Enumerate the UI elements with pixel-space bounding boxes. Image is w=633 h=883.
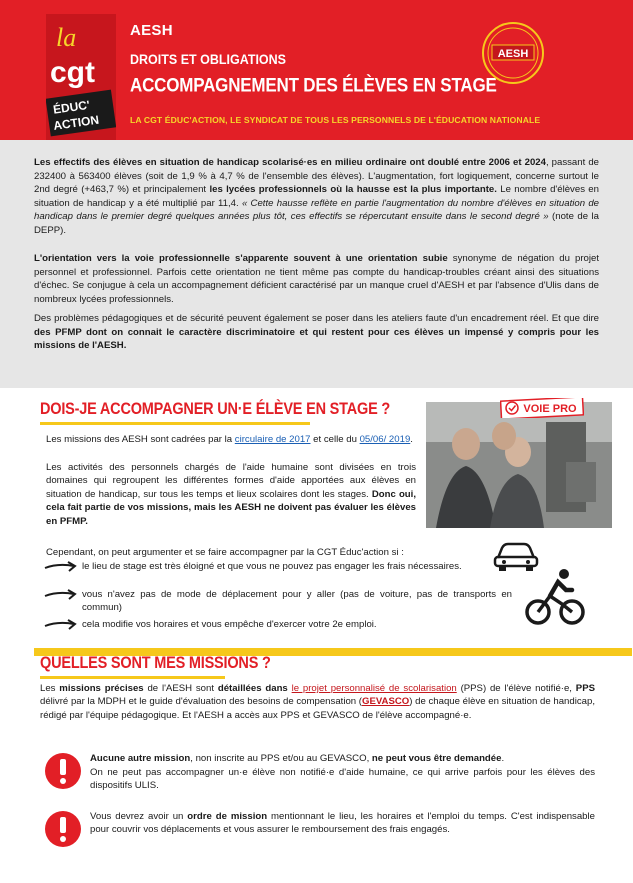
gevasco-link[interactable]: GEVASCO bbox=[362, 696, 410, 708]
circular-2017-link[interactable]: circulaire de 2017 bbox=[234, 434, 311, 445]
cgt-educaction-logo bbox=[46, 14, 116, 140]
arrow-right-icon bbox=[44, 588, 78, 600]
voie-pro-stamp bbox=[500, 398, 584, 418]
section-underline bbox=[40, 676, 225, 679]
warning-icon bbox=[44, 810, 82, 848]
arrow-right-icon bbox=[44, 560, 78, 572]
alert-no-other-mission: Aucune autre mission, non inscrite au PPS et/ou au GEVASCO, ne peut vous être demandée. bbox=[90, 753, 505, 764]
bicycle-icon bbox=[524, 568, 586, 628]
warning-icon bbox=[44, 752, 82, 790]
page-title: AESH bbox=[130, 22, 173, 39]
alert-ulis-note: On ne peut pas accompagner un·e élève non notifié·e d'aide humaine, ce qui arrive parfois pour les élèves des dispositifs ULIS. bbox=[90, 767, 595, 792]
circular-2019-link[interactable]: 05/06/ 2019 bbox=[359, 434, 411, 445]
aesh-badge-icon bbox=[480, 20, 546, 86]
logo-la: la bbox=[56, 23, 77, 52]
subtitle-main: ACCOMPAGNEMENT DES ÉLÈVES EN STAGE bbox=[130, 74, 497, 96]
alert-mission-order: Vous devrez avoir un ordre de mission mentionnant le lieu, les horaires et l'emploi du temps. C'est indispensable pour couvrir vos déplacements et vous assurer le remboursement des frais engagés. bbox=[90, 811, 595, 836]
section1-paragraph-1: Les missions des AESH sont cadrées par la circulaire de 2017 et celle du 05/06/ 2019. bbox=[46, 434, 413, 445]
logo-cgt: cgt bbox=[50, 56, 95, 89]
logo-action: ACTION bbox=[52, 112, 100, 133]
header-banner bbox=[0, 0, 633, 140]
section1-paragraph-3: Cependant, on peut argumenter et se faire accompagner par la CGT Éduc'action si : bbox=[46, 547, 404, 558]
section-title-missions: QUELLES SONT MES MISSIONS ? bbox=[40, 654, 271, 673]
intro-paragraph-1: Les effectifs des élèves en situation de handicap scolarisé·es en milieu ordinaire ont doublé entre 2006 et 2024, passant de 232400 à 563400 élèves (soit de 1,9 % à 4,7 % de l'ensemble des élèves). L'augmentation, fort logiquement, concerne surtout le 2nd degré (+463,7 %) et principalement les lycées professionnels où la hausse est la plus importante. Le nombre d'élèves en situation de handicap y a été multiplié par 11,4. « Cette hausse reflète en partie l'augmentation du nombre d'élèves en situation de handicap dans le premier degré quelques années plus tôt, ces effectifs se répercutant ensuite dans le second degré » (note de la DEPP). bbox=[34, 157, 599, 236]
badge-label: AESH bbox=[497, 48, 529, 60]
voie-pro-label: VOIE PRO bbox=[523, 403, 577, 415]
intro-box bbox=[0, 140, 633, 388]
intro-paragraph-2: L'orientation vers la voie professionnelle s'apparente souvent à une orientation subie synonyme de négation du projet personnel et professionnel. Parfois cette orientation ne tient même pas compte du handicap-troubles créant ainsi des situations d'échec. Se conjugue à cela un accompagnement déficient caractérisé par un manque cruel d'AESH et par l'absence d'Ulis dans de nombreux lycées professionnels. bbox=[34, 253, 599, 305]
arrow-right-icon bbox=[44, 618, 78, 630]
pps-link[interactable]: le projet personnalisé de scolarisation bbox=[291, 683, 457, 694]
intro-paragraph-3: Des problèmes pédagogiques et de sécurité peuvent également se poser dans les ateliers faute d'un encadrement réel. Et que dire des PFMP dont on connait le caractère discriminatoire et qui restent pour ces élèves un impensé y compris pour les missions de l'AESH. bbox=[34, 313, 599, 351]
section1-paragraph-2: Les activités des personnels chargés de l'aide humaine sont divisées en trois domaines qui regroupent les différentes formes d'aide apportées aux élèves en situation de handicap, sur tous les temps et lieux scolaires dont les stages. Donc oui, cela fait partie de vos missions, mais les AESH ne doivent pas évaluer les élèves en PFMP. bbox=[46, 462, 416, 527]
section2-paragraph-1: Les missions précises de l'AESH sont détaillées dans le projet personnalisé de scolarisation (PPS) de l'élève notifié·e, PPS délivré par la MDPH et le guide d'évaluation des besoins de compensation (GEVASCO) de chaque élève en situation de handicap, rédigé par l'équipe pédagogique. Et l'AESH a accès aux PPS et GEVASCO de l'élève accompagné·e. bbox=[40, 683, 595, 721]
section-underline bbox=[40, 422, 310, 425]
subtitle-rights: DROITS ET OBLIGATIONS bbox=[130, 52, 287, 68]
students-workshop-photo bbox=[426, 402, 612, 528]
logo-educ: ÉDUC' bbox=[52, 97, 91, 117]
tagline: LA CGT ÉDUC'ACTION, LE SYNDICAT DE TOUS LES PERSONNELS DE L'ÉDUCATION NATIONALE bbox=[130, 115, 541, 125]
section-title-accompany: DOIS-JE ACCOMPAGNER UN·E ÉLÈVE EN STAGE ? bbox=[40, 400, 391, 419]
